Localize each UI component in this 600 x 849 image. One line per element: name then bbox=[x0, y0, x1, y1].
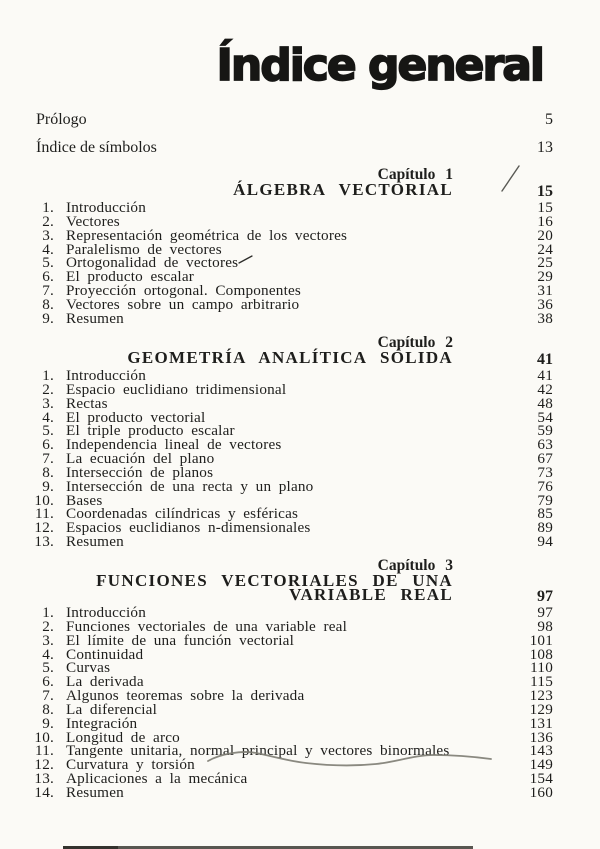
entry-title: Resumen bbox=[66, 533, 124, 551]
chapter-label: Capítulo 2 bbox=[377, 334, 453, 351]
entry-page-number: 29 bbox=[537, 268, 553, 286]
entry-page-number: 54 bbox=[537, 408, 553, 426]
toc-entry bbox=[30, 535, 553, 549]
entry-number: 8. bbox=[42, 295, 54, 313]
entry-title: Paralelismo de vectores bbox=[66, 240, 222, 258]
entry-number: 10. bbox=[34, 728, 54, 746]
entry-page-number: 73 bbox=[537, 463, 553, 481]
entry-title: La derivada bbox=[66, 673, 144, 691]
chapter-page-number: 15 bbox=[537, 183, 553, 200]
page-title: Índice general bbox=[216, 40, 543, 91]
entry-title: Independencia lineal de vectores bbox=[66, 436, 282, 454]
entry-number: 4. bbox=[42, 240, 54, 258]
toc-entry bbox=[30, 477, 553, 495]
entry-number: 4. bbox=[42, 408, 54, 426]
chapter-entries bbox=[30, 201, 553, 326]
entry-page-number: 38 bbox=[537, 309, 553, 327]
entry-page-number: 16 bbox=[537, 212, 553, 230]
front-matter-label: Prólogo bbox=[36, 111, 87, 128]
entry-page-number: 63 bbox=[537, 436, 553, 454]
entry-title: Vectores bbox=[66, 212, 120, 230]
entry-page-number: 31 bbox=[537, 282, 553, 300]
chapter-title-line: ÁLGEBRA VECTORIAL bbox=[233, 180, 453, 199]
entry-title: Longitud de arco bbox=[66, 728, 180, 746]
entry-number: 3. bbox=[42, 394, 54, 412]
entry-page-number: 20 bbox=[537, 226, 553, 244]
entry-page-number: 85 bbox=[537, 505, 553, 523]
front-matter-page-number: 5 bbox=[545, 111, 553, 128]
entry-number: 4. bbox=[42, 645, 54, 663]
front-matter-row bbox=[36, 111, 553, 129]
entry-title: Resumen bbox=[66, 309, 124, 327]
entry-title: La ecuación del plano bbox=[66, 450, 215, 468]
entry-title: Introducción bbox=[66, 604, 146, 621]
entry-title: Introducción bbox=[66, 199, 146, 216]
entry-title: Tangente unitaria, normal principal y vectores binormales bbox=[66, 742, 450, 760]
entry-page-number: 115 bbox=[530, 673, 553, 691]
entry-number: 5. bbox=[42, 254, 54, 272]
entry-title: Introducción bbox=[66, 367, 146, 384]
entry-title: El límite de una función vectorial bbox=[66, 631, 294, 649]
entry-page-number: 15 bbox=[537, 199, 553, 216]
entry-title: El triple producto escalar bbox=[66, 422, 235, 440]
entry-page-number: 59 bbox=[537, 422, 553, 440]
entry-number: 2. bbox=[42, 617, 54, 635]
entry-page-number: 89 bbox=[537, 519, 553, 537]
toc-entry bbox=[30, 380, 553, 398]
entry-title: El producto escalar bbox=[66, 268, 195, 286]
chapter-title-line: FUNCIONES VECTORIALES DE UNA bbox=[96, 571, 453, 590]
entry-number: 11. bbox=[34, 742, 54, 760]
entry-number: 9. bbox=[42, 309, 54, 327]
entry-title: Curvas bbox=[66, 659, 111, 677]
entry-page-number: 36 bbox=[537, 295, 553, 313]
entry-title: Continuidad bbox=[66, 645, 144, 663]
chapter-title-line: VARIABLE REAL bbox=[289, 585, 453, 604]
entry-number: 2. bbox=[42, 212, 54, 230]
entry-page-number: 123 bbox=[529, 687, 553, 705]
entry-title: Ortogonalidad de vectores bbox=[66, 254, 239, 272]
chapter-section bbox=[30, 167, 553, 326]
entry-number: 8. bbox=[42, 700, 54, 718]
front-matter-label: Índice de símbolos bbox=[36, 139, 157, 156]
entry-number: 12. bbox=[34, 519, 54, 537]
entry-page-number: 97 bbox=[537, 604, 553, 621]
chapter-section bbox=[30, 558, 553, 800]
entry-page-number: 94 bbox=[537, 533, 553, 551]
front-matter-row bbox=[36, 139, 553, 157]
chapter-page-number: 97 bbox=[537, 588, 553, 605]
chapter-title-line: GEOMETRÍA ANALÍTICA SÓLIDA bbox=[127, 348, 453, 367]
entry-page-number: 154 bbox=[529, 770, 553, 788]
entry-number: 13. bbox=[34, 533, 54, 551]
entry-number: 12. bbox=[34, 756, 54, 774]
entry-number: 7. bbox=[42, 687, 54, 705]
entry-title: Representación geométrica de los vectores bbox=[66, 226, 348, 244]
entry-page-number: 41 bbox=[537, 367, 553, 384]
entry-title: Intersección de una recta y un plano bbox=[66, 477, 314, 495]
entry-number: 5. bbox=[42, 659, 54, 677]
entry-title: Resumen bbox=[66, 783, 124, 801]
entry-title: Espacios euclidianos n-dimensionales bbox=[66, 519, 311, 537]
chapter-section bbox=[30, 335, 553, 549]
entry-number: 13. bbox=[34, 770, 54, 788]
entry-page-number: 108 bbox=[529, 645, 553, 663]
entry-page-number: 42 bbox=[537, 380, 553, 398]
toc-entry bbox=[30, 309, 553, 327]
entry-title: La diferencial bbox=[66, 700, 158, 718]
entry-number: 1. bbox=[42, 604, 54, 621]
chapter-title bbox=[30, 348, 553, 367]
entry-number: 9. bbox=[42, 714, 54, 732]
entry-number: 3. bbox=[42, 226, 54, 244]
entry-number: 2. bbox=[42, 380, 54, 398]
entry-page-number: 79 bbox=[537, 491, 553, 509]
entry-page-number: 48 bbox=[537, 394, 553, 412]
entry-page-number: 24 bbox=[537, 240, 553, 258]
entry-page-number: 149 bbox=[529, 756, 553, 774]
entry-number: 7. bbox=[42, 282, 54, 300]
entry-title: El producto vectorial bbox=[66, 408, 206, 426]
entry-number: 1. bbox=[42, 199, 54, 216]
entry-title: Coordenadas cilíndricas y esféricas bbox=[66, 505, 299, 523]
entry-page-number: 76 bbox=[537, 477, 553, 495]
chapter-page-number: 41 bbox=[537, 351, 553, 368]
entry-title: Rectas bbox=[66, 394, 108, 412]
entry-number: 6. bbox=[42, 436, 54, 454]
toc-entry bbox=[30, 783, 553, 801]
entry-title: Bases bbox=[66, 491, 103, 509]
entry-number: 3. bbox=[42, 631, 54, 649]
entry-number: 7. bbox=[42, 450, 54, 468]
entry-page-number: 131 bbox=[529, 714, 553, 732]
entry-page-number: 143 bbox=[529, 742, 553, 760]
chapter-title bbox=[30, 180, 553, 199]
entry-page-number: 25 bbox=[537, 254, 553, 272]
entry-number: 6. bbox=[42, 673, 54, 691]
entry-page-number: 98 bbox=[537, 617, 553, 635]
entry-number: 10. bbox=[34, 491, 54, 509]
entry-title: Espacio euclidiano tridimensional bbox=[66, 380, 287, 398]
entry-page-number: 101 bbox=[529, 631, 553, 649]
entry-page-number: 160 bbox=[529, 783, 553, 801]
entry-page-number: 136 bbox=[529, 728, 553, 746]
entry-title: Integración bbox=[66, 714, 138, 732]
front-matter-page-number: 13 bbox=[537, 139, 553, 156]
chapter-entries bbox=[30, 606, 553, 800]
entry-page-number: 67 bbox=[537, 450, 553, 468]
entry-title: Proyección ortogonal. Componentes bbox=[66, 282, 302, 300]
entry-title: Vectores sobre un campo arbitrario bbox=[66, 295, 300, 313]
entry-number: 1. bbox=[42, 367, 54, 384]
entry-number: 11. bbox=[34, 505, 54, 523]
entry-page-number: 110 bbox=[530, 659, 553, 677]
entry-number: 9. bbox=[42, 477, 54, 495]
entry-number: 8. bbox=[42, 463, 54, 481]
chapter-title bbox=[30, 571, 553, 604]
entry-number: 5. bbox=[42, 422, 54, 440]
entry-number: 14. bbox=[34, 783, 54, 801]
entry-title: Curvatura y torsión bbox=[66, 756, 195, 774]
chapter-entries bbox=[30, 369, 553, 549]
chapter-label: Capítulo 1 bbox=[377, 166, 453, 183]
entry-page-number: 129 bbox=[529, 700, 553, 718]
chapter-label: Capítulo 3 bbox=[377, 557, 453, 574]
entry-title: Intersección de planos bbox=[66, 463, 214, 481]
entry-title: Aplicaciones a la mecánica bbox=[66, 770, 248, 788]
entry-title: Algunos teoremas sobre la derivada bbox=[66, 687, 305, 705]
entry-number: 6. bbox=[42, 268, 54, 286]
entry-title: Funciones vectoriales de una variable real bbox=[66, 617, 348, 635]
